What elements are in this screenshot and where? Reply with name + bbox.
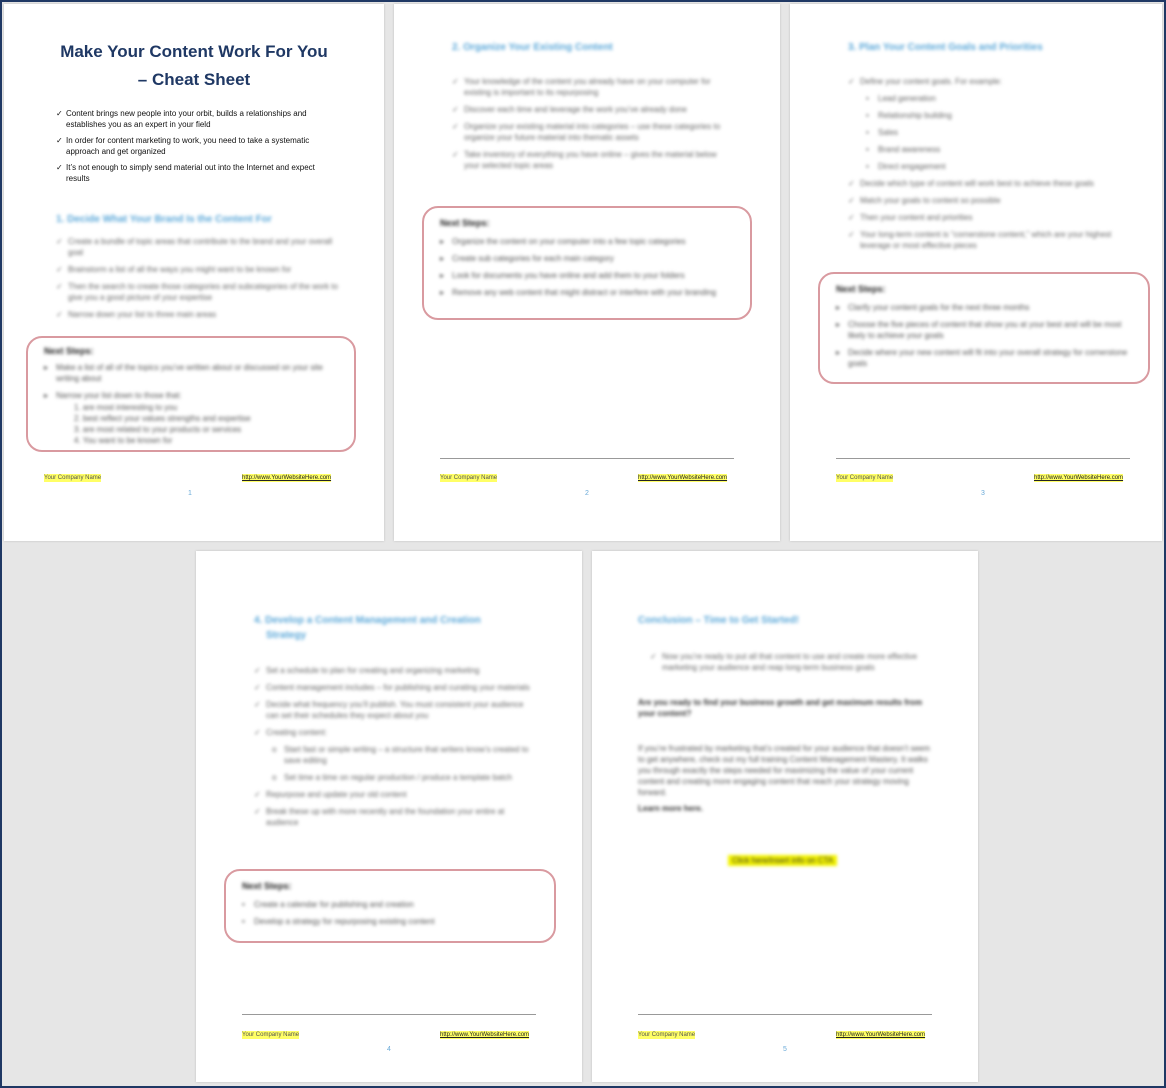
next-steps-heading: Next Steps: [44,346,94,356]
check-icon: ✓ [56,163,63,172]
document-page-5 [592,551,978,1082]
section-subbullet: o Start fast or simple writing – a structure that writers know’s created to save editing [272,745,529,765]
next-steps-list [44,362,340,446]
next-step-item: • Develop a strategy for repurposing existing content [242,917,435,926]
next-steps-box [422,206,752,320]
section-bullet: ✓ Then the search to create those categories and subcategories of the work to give you a good picture of your expertise [56,282,338,302]
section-bullet: ✓ Then your content and priorities [848,213,973,222]
section-subbullet: o Set time a time on regular production / produce a template batch [272,773,513,782]
next-step-item: ▸ Remove any web content that might distract or interfere with your branding [440,288,717,297]
footer-website-link[interactable]: http://www.YourWebsiteHere.com [1034,475,1124,481]
section-heading: 4. Develop a Content Management and Creation Strategy [254,615,481,641]
next-step-subitem: 2. best reflect your values strengths and expertise [74,414,251,423]
page-number: 5 [783,1046,787,1053]
learn-more-link[interactable]: Learn more here. [638,804,703,813]
section-bullet: ✓ Brainstorm a list of all the ways you might want to be known for [56,265,292,274]
next-step-item: ▸ Organize the content on your computer into a few topic categories [440,237,686,246]
section-bullet-list [848,76,1130,257]
next-steps-list [242,899,540,933]
next-step-subitem: 4. You want to be known for [74,436,173,445]
intro-bullet-list [56,108,338,189]
section-bullet: ✓ Repurpose and update your old content [254,790,407,799]
section-bullet-list [452,76,734,177]
section-bullet-list [254,665,538,834]
document-page-3 [790,4,1162,541]
section-bullet: ✓ Break these up with more recently and the foundation your entire at audience [254,807,505,827]
section-bullet: ✓ Set a schedule to plan for creating and organizing marketing [254,666,480,675]
page-number: 2 [585,490,589,497]
next-step-item: ▸ Clarify your content goals for the next three months [836,303,1030,312]
next-steps-box [818,272,1150,384]
conclusion-paragraph: If you’re frustrated by marketing that’s created for your audience that doesn’t seem to get anywhere, check out my full training Content Management Mastery. It walks you through exactly the steps needed for maximizing the value of your current content and creating more engaging content that reach your strategy moving forward. [638,744,931,797]
footer-website-link[interactable]: http://www.YourWebsiteHere.com [440,1032,530,1038]
document-page-1 [4,4,384,541]
next-steps-list [836,302,1134,375]
intro-bullet: ✓ Content brings new people into your orbit, builds a relationships and establishes you as an expert in your field [56,109,307,129]
cta-highlight[interactable]: Click here/insert info on CTA [728,855,837,866]
next-step-item: ▸ Make a list of all of the topics you’ve written about or discussed on your site writing about [44,363,323,383]
section-bullet-list [56,236,340,326]
next-steps-list [440,236,736,304]
page-number: 1 [188,490,192,497]
cta-question: Are you ready to find your business growth and get maximum results from your content? [638,698,923,718]
section-heading: Conclusion – Time to Get Started! [638,615,799,626]
footer-company-name: Your Company Name [836,475,894,481]
section-bullet: ✓ Decide what frequency you’ll publish. You must consistent your audience can set their schedules they expect about you [254,700,524,720]
check-icon: ✓ [56,109,63,118]
next-step-item: • Create a calendar for publishing and creation [242,900,414,909]
section-subbullet: • Sales [866,128,899,137]
section-subbullet: • Lead generation [866,94,936,103]
footer-rule [836,458,1130,459]
section-bullet: ✓ Your long-term content is “cornerstone content,” which are your highest leverage or most effective pieces [848,230,1112,250]
document-title [34,38,354,94]
next-steps-heading: Next Steps: [242,881,292,891]
next-steps-box [224,869,556,943]
section-heading: 3. Plan Your Content Goals and Priorities [848,42,1043,53]
footer-website-link[interactable]: http://www.YourWebsiteHere.com [836,1032,926,1038]
section-bullet: ✓ Organize your existing material into categories – use these categories to organize your future material into thematic assets [452,122,721,142]
next-step-subitem: 1. are most interesting to you [74,403,178,412]
document-page-2 [394,4,780,541]
next-steps-box [26,336,356,452]
section-subbullet: • Relationship building [866,111,952,120]
footer-company-name: Your Company Name [440,475,498,481]
section-bullet-list [650,651,934,679]
next-steps-heading: Next Steps: [440,218,490,228]
next-steps-heading: Next Steps: [836,284,886,294]
section-heading: 1. Decide What Your Brand Is the Content For [56,214,272,225]
footer-rule [638,1014,932,1015]
section-bullet: ✓ Take inventory of everything you have online – gives the material below your selected topic areas [452,150,717,170]
next-step-item: ▸ Narrow your list down to those that: [44,391,182,400]
page-number: 3 [981,490,985,497]
document-page-4 [196,551,582,1082]
section-subbullet: • Brand awareness [866,145,941,154]
title-line-1: Make Your Content Work For You [60,42,328,61]
section-bullet: ✓ Narrow down your list to three main areas [56,310,217,319]
section-bullet: ✓ Creating content: [254,728,327,737]
footer-rule [440,458,734,459]
next-step-item: ▸ Decide where your new content will fit into your overall strategy for cornerstone goals [836,348,1128,368]
next-step-item: ▸ Create sub categories for each main category [440,254,614,263]
footer-website-link[interactable]: http://www.YourWebsiteHere.com [242,475,332,481]
section-bullet: ✓ Content management includes – for publishing and curating your materials [254,683,530,692]
section-subbullet: • Direct engagement [866,162,946,171]
next-step-item: ▸ Choose the five pieces of content that show you at your best and will be most likely to achieve your goals [836,320,1122,340]
footer-company-name: Your Company Name [44,475,102,481]
check-icon: ✓ [56,136,63,145]
footer-website-link[interactable]: http://www.YourWebsiteHere.com [638,475,728,481]
section-bullet: ✓ Create a bundle of topic areas that contribute to the brand and your overall goal [56,237,333,257]
intro-bullet: ✓ In order for content marketing to work, you need to take a systematic approach and get organized [56,136,310,156]
next-step-subitem: 3. are most related to your products or services [74,425,242,434]
footer-company-name: Your Company Name [242,1032,300,1038]
next-step-item: ▸ Look for documents you have online and add them to your folders [440,271,685,280]
section-bullet: ✓ Your knowledge of the content you already have on your computer for existing is important to its repurposing [452,77,711,97]
footer-rule [242,1014,536,1015]
intro-bullet: ✓ It’s not enough to simply send material out into the Internet and expect results [56,163,315,183]
section-bullet: ✓ Now you’re ready to put all that content to use and create more effective marketing your audience and reap long-term business goals [650,652,918,672]
section-bullet: ✓ Define your content goals. For example: [848,77,1002,86]
section-heading: 2. Organize Your Existing Content [452,42,613,53]
section-bullet: ✓ Discover each time and leverage the work you’ve already done [452,105,687,114]
title-line-2: – Cheat Sheet [137,70,251,89]
section-bullet: ✓ Decide which type of content will work best to achieve these goals [848,179,1094,188]
section-bullet: ✓ Match your goals to content so possible [848,196,1001,205]
footer-company-name: Your Company Name [638,1032,696,1038]
page-number: 4 [387,1046,391,1053]
